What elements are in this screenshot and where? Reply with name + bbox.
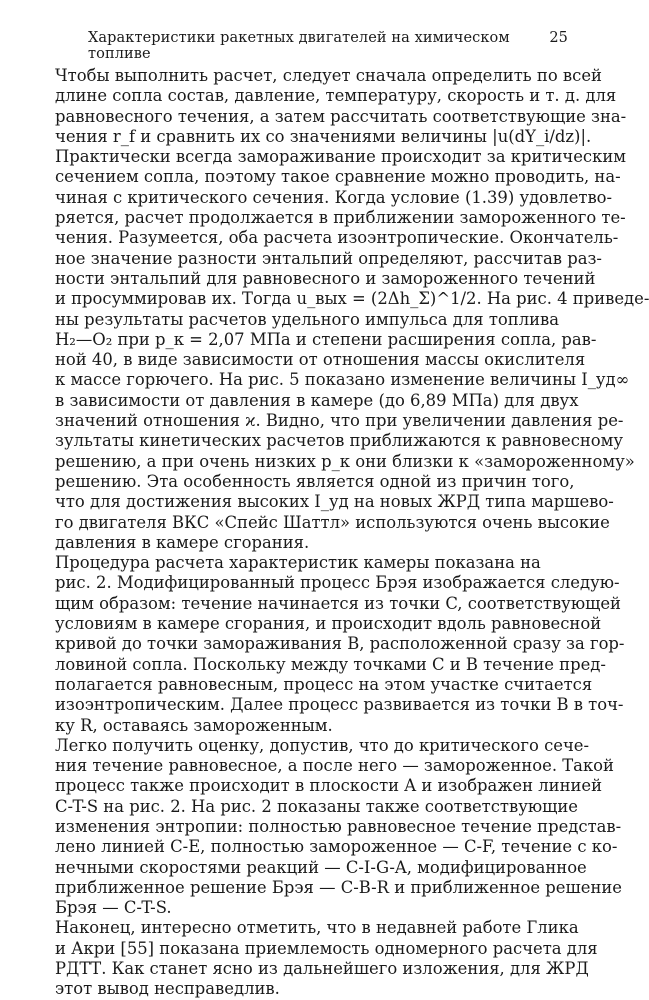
text-line: Брэя — C-T-S. (55, 898, 172, 918)
text-line: щим образом: течение начинается из точки C, соответствующей (55, 593, 621, 613)
text-line: лено линией C-E, полностью замороженное — C-F, течение с ко- (55, 837, 618, 857)
paragraph (35, 918, 598, 999)
text-line: к массе горючего. На рис. 5 показано изменение величины I_уд∞ (55, 370, 630, 390)
text-line: приближенное решение Брэя — C-B-R и приближенное решение (55, 877, 622, 897)
text-line: решению. Эта особенность является одной из причин того, (55, 471, 575, 491)
text-line: чиная с критического сечения. Когда условие (1.39) удовлетво- (55, 187, 613, 207)
text-line: изоэнтропическим. Далее процесс развивается из точки B в точ- (55, 695, 624, 715)
running-title: Характеристики ракетных двигателей на химическом топливе (88, 30, 510, 62)
text-line: ловиной сопла. Поскольку между точками C и B течение пред- (55, 654, 606, 674)
text-line: длине сопла состав, давление, температуру, скорость и т. д. для (55, 86, 617, 106)
text-line: чения. Разумеется, оба расчета изоэнтропические. Окончатель- (55, 228, 619, 248)
text-line: в зависимости от давления в камере (до 6,89 МПа) для двух (55, 390, 579, 410)
body-text (35, 66, 649, 1000)
paragraph (35, 735, 622, 919)
text-line: ное значение разности энтальпий определяют, рассчитав раз- (55, 248, 602, 268)
text-line: РДТТ. Как станет ясно из дальнейшего изложения, для ЖРД (55, 959, 589, 979)
text-line: H₂—O₂ при p_к = 2,07 МПа и степени расширения сопла, рав- (55, 329, 597, 349)
text-line: Практически всегда замораживание происходит за критическим (55, 147, 627, 167)
text-line: Процедура расчета характеристик камеры показана на (55, 553, 541, 573)
text-line: C-T-S на рис. 2. На рис. 2 показаны также соответствующие (55, 796, 578, 816)
text-line: давления в камере сгорания. (55, 532, 310, 552)
text-line: решению, а при очень низких p_к они близки к «замороженному» (55, 451, 635, 471)
text-line: значений отношения ϰ. Видно, что при увеличении давления ре- (55, 411, 624, 431)
text-line: этот вывод несправедлив. (55, 979, 280, 999)
page-number: 25 (549, 30, 568, 46)
text-line: ку R, оставаясь замороженным. (55, 715, 333, 735)
text-line: полагается равновесным, процесс на этом участке считается (55, 674, 593, 694)
text-line: зультаты кинетических расчетов приближаются к равновесному (55, 431, 624, 451)
text-line: ности энтальпий для равновесного и замороженного течений (55, 268, 596, 288)
text-line: что для достижения высоких I_уд на новых ЖРД типа маршево- (55, 492, 614, 512)
text-line: сечением сопла, поэтому такое сравнение можно проводить, на- (55, 167, 621, 187)
paragraph (35, 66, 649, 553)
text-line: Наконец, интересно отметить, что в недавней работе Глика (55, 918, 579, 938)
text-line: ряется, расчет продолжается в приближении замороженного те- (55, 208, 626, 228)
text-line: чения r_f и сравнить их со значениями величины |u(dY_i/dz)|. (55, 126, 592, 146)
text-line: Легко получить оценку, допустив, что до критического сече- (55, 735, 590, 755)
text-line: и просуммировав их. Тогда u_вых = (2Δh_Σ)^1/2. На рис. 4 приведе- (55, 289, 649, 309)
text-line: ной 40, в виде зависимости от отношения массы окислителя (55, 350, 586, 370)
text-line: равновесного течения, а затем рассчитать соответствующие зна- (55, 106, 627, 126)
paragraph (35, 553, 625, 736)
text-line: условиям в камере сгорания, и происходит вдоль равновесной (55, 614, 602, 634)
text-line: и Акри [55] показана приемлемость одномерного расчета для (55, 938, 598, 958)
text-line: Чтобы выполнить расчет, следует сначала определить по всей (55, 66, 602, 85)
text-line: рис. 2. Модифицированный процесс Брэя изображается следую- (55, 573, 620, 593)
page-header (88, 30, 568, 62)
text-line: изменения энтропии: полностью равновесное течение представ- (55, 816, 622, 836)
text-line: процесс также происходит в плоскости A и изображен линией (55, 776, 603, 796)
text-line: ны результаты расчетов удельного импульса для топлива (55, 309, 560, 329)
text-line: кривой до точки замораживания B, расположенной сразу за гор- (55, 634, 625, 654)
text-line: го двигателя ВКС «Спейс Шаттл» используются очень высокие (55, 512, 610, 532)
text-line: нечными скоростями реакций — C-I-G-A, модифицированное (55, 857, 587, 877)
text-line: ния течение равновесное, а после него — замороженное. Такой (55, 756, 614, 776)
